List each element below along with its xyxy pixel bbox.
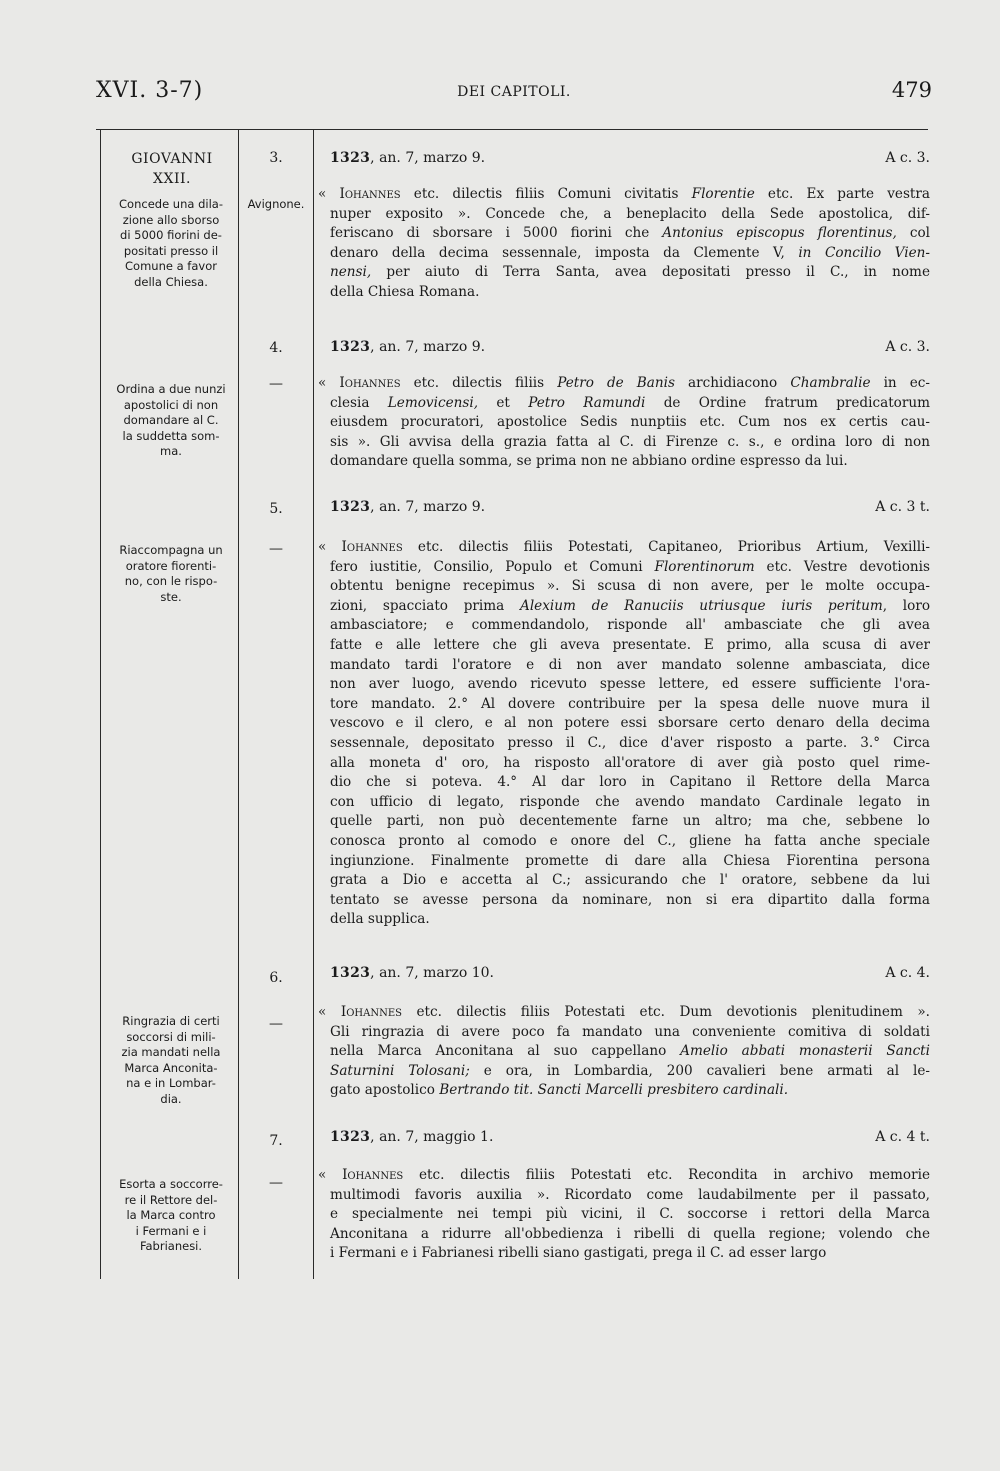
text-run: eiusdem procuratori, apostolice Sedis nunptiis etc. Cum nos ex certis cau-	[330, 414, 930, 431]
text-run: clesia	[330, 394, 388, 411]
text-line	[318, 538, 930, 558]
column-rule-1	[238, 129, 239, 1279]
entry-date: , an. 7, maggio 1.	[370, 1129, 494, 1145]
text-line	[318, 1003, 930, 1023]
entry-place: —	[269, 1175, 283, 1191]
entry-text	[318, 1166, 930, 1264]
text-line	[318, 283, 930, 303]
left-rule	[100, 129, 101, 1279]
text-run: et	[478, 394, 529, 411]
text-run: nensi,	[330, 264, 372, 281]
text-run: Amelio abbati monasterii Sancti	[680, 1043, 930, 1060]
text-line	[318, 734, 930, 754]
text-run: tentato se avesse persona da nominare, non si era dipartito dalla forma	[330, 891, 930, 908]
entry-number: 5.	[269, 501, 283, 517]
text-run: etc. dilectis filiis Potestati, Capitaneo, Prioribus Artium, Vexilli-	[402, 539, 930, 555]
text-line	[318, 695, 930, 715]
text-run: zioni, spacciato prima	[330, 597, 521, 614]
text-run: Alexium de Ranuciis utriusque iuris peritum	[520, 597, 883, 614]
text-run: e specialmente nei tempi più vicini, il C. soccorse i rettori della Marca	[330, 1206, 930, 1223]
text-run: denaro della decima sessennale, imposta da Clemente V,	[330, 244, 799, 261]
text-line	[318, 754, 930, 774]
column-rule-2	[313, 129, 314, 1279]
text-run: , loro	[882, 597, 930, 614]
text-run: Saturnini Tolosani;	[330, 1062, 470, 1079]
text-line	[318, 558, 930, 578]
text-run: della supplica.	[330, 911, 430, 928]
page-number: 479	[891, 78, 932, 102]
sidebar-note: Concede una dila- zione allo sborso di 5000 fiorini de- positati presso il Comune a favor della Chiesa.	[119, 197, 223, 289]
text-run: Anconitana a ridurre all'obbedienza i ribelli di quella regione; volendo che	[330, 1225, 930, 1242]
text-run: etc. dilectis filiis Potestati etc. Recondita in archivo memorie	[403, 1167, 930, 1183]
entry-place: —	[269, 541, 283, 557]
text-line	[318, 616, 930, 636]
text-line	[318, 263, 930, 283]
text-line	[318, 374, 930, 394]
text-run: e ora, in Lombardia, 200 cavalieri bene armati al le-	[469, 1062, 930, 1079]
text-run: Iohannes	[339, 375, 401, 391]
entry-year: 1323	[330, 965, 371, 981]
text-line	[318, 891, 930, 911]
text-run: Iohannes	[340, 1004, 402, 1020]
entry-heading	[330, 965, 930, 985]
text-run: feriscano di sborsare i 5000 fiorini che	[330, 225, 663, 242]
text-run: Iohannes	[341, 539, 403, 555]
text-line	[318, 675, 930, 695]
text-run: per aiuto di Terra Santa, avea depositati presso il C., in nome	[371, 264, 930, 281]
text-run: tore mandato. 2.° Al dovere contribuire per la spesa delle nuove mura il	[330, 695, 930, 712]
text-run: vescovo e il clero, e al non potere essi sborsare certo denaro della decima	[330, 715, 930, 732]
text-run: gato apostolico	[330, 1082, 440, 1099]
text-line	[318, 773, 930, 793]
entry-heading	[330, 339, 930, 359]
text-run: nella Marca Anconitana al suo cappellano	[330, 1043, 681, 1060]
text-line	[318, 832, 930, 852]
text-run: con ufficio di legato, risponde che avendo mandato Cardinale legato in	[330, 793, 930, 810]
text-line	[318, 244, 930, 264]
text-line	[318, 205, 930, 225]
text-run: in Concilio Vien-	[798, 244, 930, 261]
text-run: «	[318, 375, 340, 391]
text-run: etc. dilectis filiis Comuni civitatis	[400, 186, 692, 202]
text-run: grata a Dio e accetta al C.; assicurando che l' oratore, sebbene da lui	[330, 872, 930, 889]
text-line	[318, 871, 930, 891]
text-run: de Ordine fratrum predicatorum	[645, 394, 930, 411]
text-line	[318, 636, 930, 656]
entry-text	[318, 538, 930, 930]
text-run: della Chiesa Romana.	[330, 283, 480, 300]
text-line	[318, 1166, 930, 1186]
entry-heading	[330, 150, 930, 170]
text-line	[318, 452, 930, 472]
text-run: fero iustitie, Consilio, Populo et Comuni	[330, 558, 655, 575]
text-run: Bertrando tit. Sancti Marcelli presbitero cardinali.	[439, 1082, 789, 1099]
text-run: Lemovicensi,	[387, 394, 479, 411]
text-line	[318, 224, 930, 244]
sidebar-note: Ringrazia di certi soccorsi di mili- zia mandati nella Marca Anconita- na e in Lombar- dia.	[121, 1014, 221, 1106]
text-run: etc. dilectis filiis Potestati etc. Dum devotionis plenitudinem ».	[402, 1004, 930, 1020]
text-line	[318, 1062, 930, 1082]
text-line	[318, 1186, 930, 1206]
entry-date: , an. 7, marzo 10.	[370, 965, 494, 981]
text-line	[318, 413, 930, 433]
text-line	[318, 1244, 930, 1264]
text-run: multimodi favoris auxilia ». Ricordato come laudabilmente per il passato,	[330, 1186, 930, 1203]
text-run: «	[318, 539, 342, 555]
sidebar-note: Riaccompagna un oratore fiorenti- no, con le rispo- ste.	[119, 543, 223, 604]
text-run: nuper exposito ». Concede che, a beneplacito della Sede apostolica, dif-	[330, 205, 930, 222]
entry-place: Avignone.	[247, 197, 305, 211]
entry-reference: A c. 4 t.	[875, 1129, 930, 1145]
text-run: non aver luogo, avendo ricevuto spesse lettere, ed essere sufficiente l'ora-	[330, 676, 930, 693]
text-line	[318, 812, 930, 832]
entry-text	[318, 185, 930, 303]
text-line	[318, 910, 930, 930]
text-line	[318, 577, 930, 597]
text-run: in ec-	[870, 375, 930, 391]
entry-number: 4.	[269, 340, 283, 356]
text-line	[318, 597, 930, 617]
text-run: Petro Ramundi	[528, 394, 646, 411]
text-run: sessennale, depositato presso il C., dice d'aver risposto a parte. 3.° Circa	[330, 734, 930, 751]
text-run: etc. dilectis filiis	[400, 375, 558, 391]
text-run: i Fermani e i Fabrianesi ribelli siano gastigati, prega il C. ad esser largo	[330, 1245, 827, 1262]
text-run: «	[318, 1004, 341, 1020]
entry-year: 1323	[330, 1129, 371, 1145]
running-title: DEI CAPITOLI.	[457, 84, 571, 100]
text-line	[318, 433, 930, 453]
text-run: conosca pronto al comodo e onore del C., gliene ha fatta anche speciale	[330, 832, 930, 849]
text-run: etc. Vestre devotionis	[754, 558, 930, 575]
text-run: Iohannes	[339, 186, 401, 202]
entry-number: 3.	[269, 150, 283, 166]
entry-reference: A c. 3.	[885, 339, 930, 355]
text-line	[318, 714, 930, 734]
text-run: Antonius episcopus florentinus,	[662, 225, 897, 242]
text-run: fatte e alle lettere che gli aveva presentate. E primo, alla scusa di aver	[330, 636, 930, 653]
sidebar-title-number: XXII.	[153, 171, 191, 187]
text-line	[318, 1225, 930, 1245]
entry-reference: A c. 3 t.	[875, 499, 930, 515]
text-run: Florentinorum	[654, 558, 755, 575]
text-line	[318, 1205, 930, 1225]
text-line	[318, 793, 930, 813]
text-run: ambasciatore; e commendandolo, risponde all' ambasciate che gli avea	[330, 617, 930, 634]
section-marker: XVI. 3-7)	[96, 78, 204, 103]
text-run: col	[896, 225, 930, 242]
text-line	[318, 1042, 930, 1062]
entry-place: —	[269, 376, 283, 392]
text-run: etc. Ex parte vestra	[754, 186, 930, 202]
text-run: quelle parti, non può decentemente farne un altro; ma che, sebbene lo	[330, 813, 930, 830]
running-head	[96, 78, 932, 108]
entry-reference: A c. 3.	[885, 150, 930, 166]
text-line	[318, 394, 930, 414]
entry-heading	[330, 1129, 930, 1149]
text-run: sis ». Gli avvisa della grazia fatta al C. di Firenze c. s., e ordina loro di non	[330, 433, 930, 450]
text-run: Gli ringrazia di avere poco fa mandato una conveniente comitiva di soldati	[330, 1023, 930, 1040]
entry-date: , an. 7, marzo 9.	[370, 339, 486, 355]
text-run: alla moneta d' oro, ha risposto all'oratore di aver già posto quel rime-	[330, 754, 930, 771]
text-line	[318, 1023, 930, 1043]
entry-text	[318, 374, 930, 472]
entry-heading	[330, 499, 930, 519]
text-run: obtentu benigne recepimus ». Si scusa di non avere, per le molte occupa-	[330, 578, 930, 595]
text-run: ingiunzione. Finalmente promette di dare alla Chiesa Fiorentina persona	[330, 852, 930, 869]
entry-number: 6.	[269, 970, 283, 986]
entry-date: , an. 7, marzo 9.	[370, 150, 486, 166]
text-run: mandato tardi l'oratore e di non aver mandato solenne ambasciata, dice	[330, 656, 930, 673]
sidebar-title-pope: GIOVANNI	[131, 151, 213, 167]
sidebar-note: Esorta a soccorre- re il Rettore del- la Marca contro i Fermani e i Fabrianesi.	[119, 1177, 223, 1254]
sidebar-note: Ordina a due nunzi apostolici di non domandare al C. la suddetta som- ma.	[116, 382, 226, 459]
text-line	[318, 852, 930, 872]
top-rule	[96, 129, 928, 130]
text-line	[318, 656, 930, 676]
entry-year: 1323	[330, 499, 371, 515]
text-run: «	[318, 186, 340, 202]
entry-reference: A c. 4.	[885, 965, 930, 981]
text-run: Florentie	[691, 186, 755, 202]
text-run: Iohannes	[342, 1167, 404, 1183]
entry-number: 7.	[269, 1133, 283, 1149]
text-run: dio che si poteva. 4.° Al dar loro in Capitano il Rettore della Marca	[330, 774, 930, 791]
text-run: «	[318, 1167, 343, 1183]
text-run: domandare quella somma, se prima non ne abbiano ordine espresso da lui.	[330, 453, 848, 470]
text-run: Chambralie	[790, 375, 871, 391]
text-run: Petro de Banis	[557, 375, 675, 391]
text-line	[318, 185, 930, 205]
entry-year: 1323	[330, 339, 371, 355]
entry-place: —	[269, 1016, 283, 1032]
entry-text	[318, 1003, 930, 1101]
entry-year: 1323	[330, 150, 371, 166]
entry-date: , an. 7, marzo 9.	[370, 499, 486, 515]
text-run: archidiacono	[674, 375, 791, 391]
text-line	[318, 1081, 930, 1101]
